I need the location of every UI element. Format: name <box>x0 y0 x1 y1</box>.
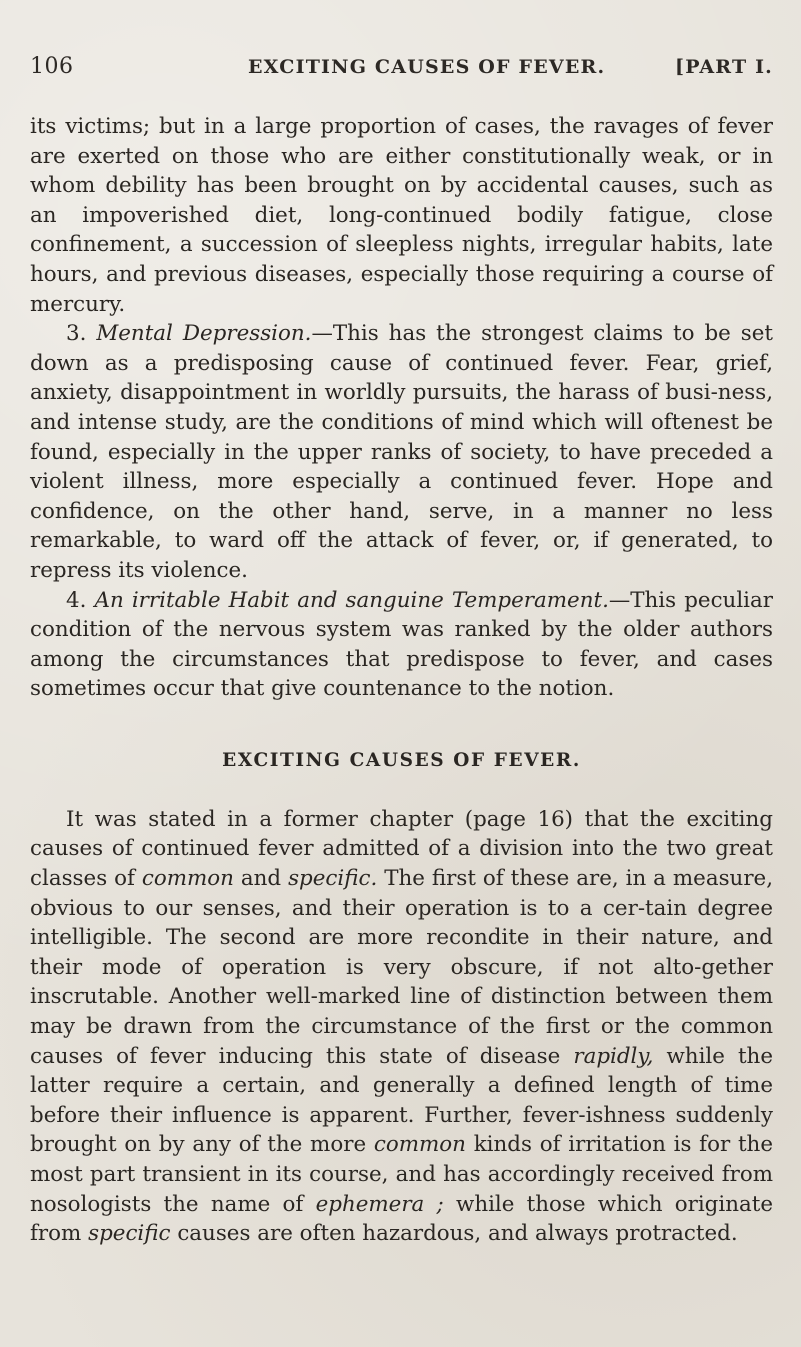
paragraph-exciting-causes <box>30 805 773 1249</box>
text-run: It was stated in a former chapter (page 16) that the exciting causes of continued fever admitted of a division into the two great classes of <box>30 806 773 892</box>
item-number: 4. <box>66 587 87 613</box>
item-heading: An irritable Habit and sanguine Temperament. <box>94 587 609 613</box>
body-text <box>30 112 773 1249</box>
item-text: —This peculiar condition of the nervous system was ranked by the older authors among the circumstances that predispose to fever, and cases sometimes occur that give countenance to the notion. <box>30 587 773 702</box>
part-label: [PART I. <box>675 56 773 78</box>
text-run: and <box>233 866 289 892</box>
text-run: causes are often hazardous, and always protracted. <box>170 1221 738 1247</box>
paragraph-irritable-habit <box>30 586 773 704</box>
emphasis: specific. <box>288 866 378 892</box>
text-run: while those which originate from <box>30 1191 774 1247</box>
item-text: —This has the strongest claims to be set down as a predisposing cause of continued fever. Fear, grief, anxiety, disappointment in worldly pursuits, the harass of busi-ness, and intense study, are the conditions of mind which will oftenest be found, especially in the upper ranks of society, to have preceded a violent illness, more especially a continued fever. Hope and confidence, on the other hand, serve, in a manner no less remarkable, to ward off the attack of fever, or, if generated, to repress its violence. <box>30 321 773 583</box>
emphasis: rapidly, <box>573 1043 654 1069</box>
page-number: 106 <box>30 54 74 79</box>
emphasis: common <box>373 1132 466 1158</box>
text-run: The first of these are, in a measure, obvious to our senses, and their operation is to a cer-tain degree intelligible. The second are more recondite in their nature, and their mode of operation is very obscure, if not alto-gether inscrutable. Another well-marked line of distinction between them may be drawn from the circumstance of the first or the common causes of fever inducing this state of disease <box>30 866 774 1069</box>
paragraph-mental-depression <box>30 319 773 585</box>
paragraph-continued: its victims; but in a large proportion of cases, the ravages of fever are exerted on those who are either constitutionally weak, or in whom debility has been brought on by accidental causes, such as an impoverished diet, long-continued bodily fatigue, close confinement, a succession of sleepless nights, irregular habits, late hours, and previous diseases, especially those requiring a course of mercury. <box>30 114 773 317</box>
emphasis: specific <box>88 1221 171 1247</box>
emphasis: ephemera ; <box>315 1191 444 1217</box>
running-title: EXCITING CAUSES OF FEVER. <box>248 56 606 78</box>
text-run: kinds of irritation is for the most part transient in its course, and has accordingly received from nosologists the name of <box>30 1132 773 1217</box>
item-heading: Mental Depression. <box>96 321 312 347</box>
section-heading: EXCITING CAUSES OF FEVER. <box>222 749 581 771</box>
text-run: while the latter require a certain, and generally a defined length of time before their influence is apparent. Further, fever-ishness suddenly brought on by any of the more <box>30 1043 773 1158</box>
item-number: 3. <box>66 321 87 347</box>
running-head <box>30 54 773 84</box>
emphasis: common <box>141 866 234 892</box>
